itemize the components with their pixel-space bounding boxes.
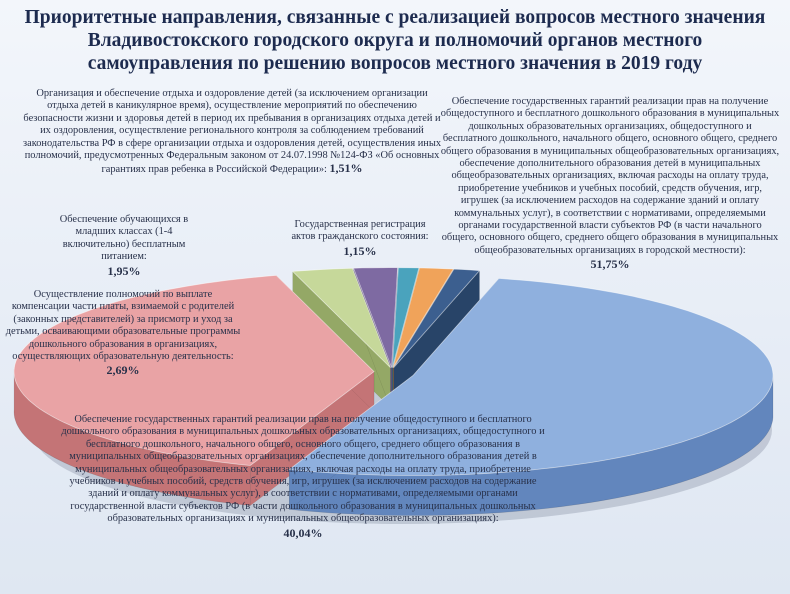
chart-title-line-3: самоуправления по решению вопросов местного значения в 2019 году bbox=[87, 53, 703, 74]
slice-label-school-meals bbox=[54, 214, 194, 277]
slice-text-general-education: Обеспечение государственных гарантий реализации прав на получение общедоступного и бесплатного дошкольного образования в муниципальных дошкольных образовательных организациях, общедоступного и бесплатного дошкольного, начального общего, основного общего, среднего общего образования в муниципальных общеобразовательных организациях, обеспечение дополнительного образования детей в муниципальных общеобразовательных организациях, включая расходы на оплату труда, приобретение учебников и учебных пособий, средств обучения, игр, игрушек (за исключением расходов на содержание зданий и оплату коммунальных услуг), в соответствии с нормативами, определяемыми органами государственной власти субъектов РФ (в части начального общего, основного общего, среднего общего образования в муниципальных общеобразовательных организациях в городской местности): bbox=[440, 96, 780, 256]
slice-text-child-recreation: Организация и обеспечение отдыха и оздоровление детей (за исключением организации отдыха детей в каникулярное время), осуществление мероприятий по обеспечению безопасности жизни и здоровья детей в период их пребывания в организациях отдыха детей и их оздоровления, осуществление регионального контроля за соблюдением требований законодательства РФ в сфере организации отдыха и оздоровления детей, осуществления иных полномочий, предусмотренных Федеральным законом от 24.07.1998 №124-ФЗ «Об основных гарантиях прав ребенка в Российской Федерации»: bbox=[22, 88, 442, 176]
slice-pct-child-recreation: 1,51% bbox=[329, 161, 363, 176]
slice-label-child-recreation bbox=[22, 88, 442, 177]
slice-text-school-meals: Обеспечение обучающихся в младших классах (1-4 включительно) бесплатным питанием: bbox=[59, 214, 189, 263]
slice-label-civil-registration bbox=[290, 219, 430, 257]
chart-title-line-1: Приоритетные направления, связанные с реализацией вопросов местного значения bbox=[24, 7, 766, 28]
slice-pct-civil-registration: 1,15% bbox=[343, 243, 377, 258]
slice-text-compensation: Осуществление полномочий по выплате компенсации части платы, взимаемой с родителей (законных представителей) за присмотр и уход за детьми, осваивающими образовательные программы дошкольного образования в организациях, осуществляющих образовательную деятельность: bbox=[5, 289, 241, 363]
slice-pct-preschool-education: 40,04% bbox=[283, 525, 323, 540]
slice-label-compensation bbox=[4, 289, 242, 377]
slice-label-general-education bbox=[440, 96, 780, 271]
slice-pct-school-meals: 1,95% bbox=[107, 263, 141, 278]
slice-text-civil-registration: Государственная регистрация актов гражданского состояния: bbox=[291, 219, 429, 243]
chart-title-line-2: Владивостокского городского округа и полномочий органов местного bbox=[87, 30, 703, 51]
slice-pct-compensation: 2,69% bbox=[106, 363, 140, 378]
slice-label-preschool-education bbox=[56, 414, 550, 539]
slice-pct-general-education: 51,75% bbox=[590, 257, 630, 272]
slice-text-preschool-education: Обеспечение государственных гарантий реализации прав на получение общедоступного и бесплатного дошкольного образования в муниципальных дошкольных образовательных организациях, общедоступного и бесплатного дошкольного, начального общего, основного общего, среднего общего образования в муниципальных общеобразовательных организациях, обеспечение дополнительного образования детей в муниципальных общеобразовательных организациях, включая расходы на оплату труда, приобретение учебников и учебных пособий, средств обучения, игр, игрушек (за исключением расходов на содержание зданий и оплату коммунальных услуг), в соответствии с нормативами, определяемыми органами государственной власти субъектов РФ (в части дошкольного образования в муниципальных дошкольных образовательных организациях и муниципальных общеобразовательных организациях): bbox=[61, 414, 545, 525]
